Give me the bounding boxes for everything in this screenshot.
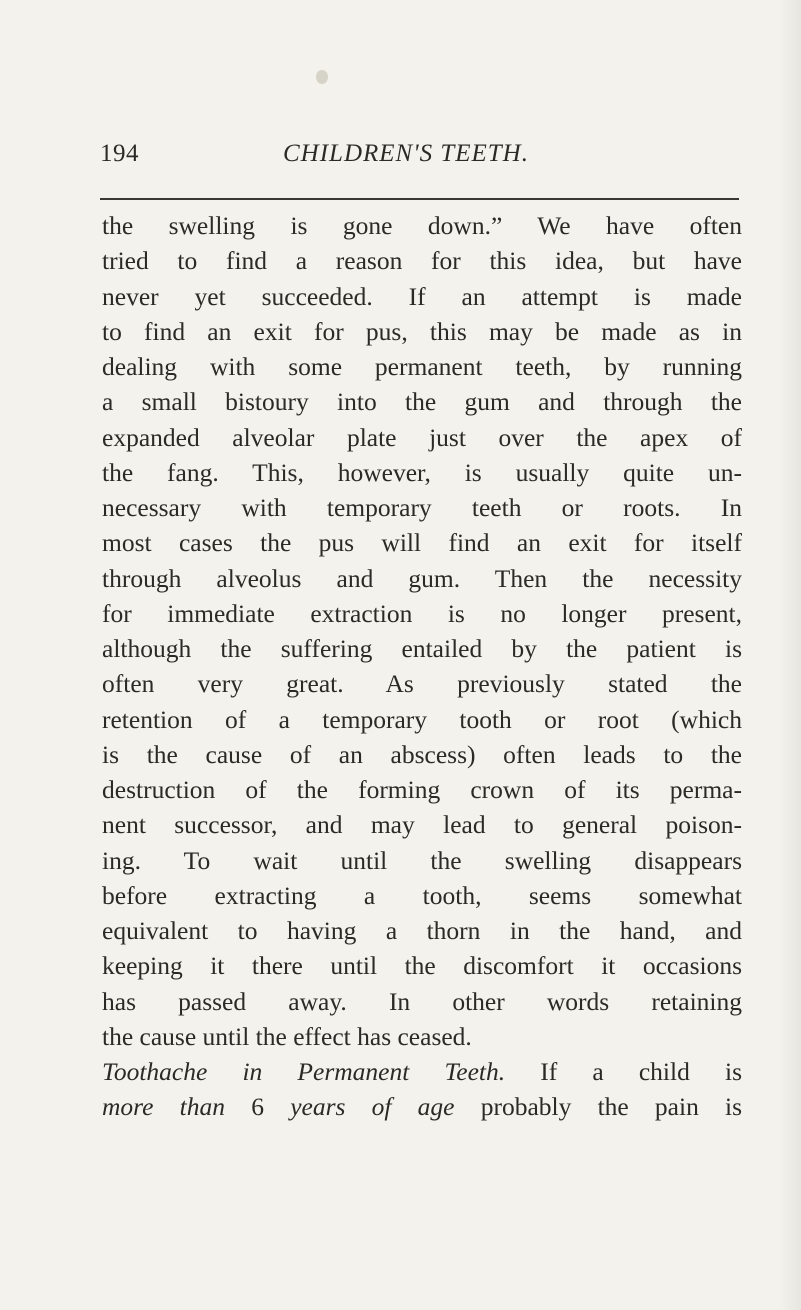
paper-speck [316,70,328,84]
text-line: although the suffering entailed by the patient is [102,634,742,663]
text-line: a small bistoury into the gum and through the [102,387,742,417]
text-line: dealing with some permanent teeth, by running [102,352,742,381]
running-head: CHILDREN'S TEETH. [283,140,529,167]
text-line: destruction of the forming crown of its perma- [102,775,742,804]
text-line: is the cause of an abscess) often leads to the [102,739,742,769]
text-line: equivalent to having a thorn in the hand, and [102,916,742,945]
text-line: most cases the pus will find an exit for itself [102,528,742,558]
text-line: nent successor, and may lead to general poison- [102,810,742,840]
section-heading: Toothache in Permanent Teeth. [102,1057,506,1086]
section-heading-line [102,1054,742,1089]
page-number: 194 [100,140,139,167]
text-line: to find an exit for pus, this may be made as in [102,316,742,346]
text-line: through alveolus and gum. Then the necessity [102,563,742,593]
text-line: never yet succeeded. If an attempt is made [102,281,742,311]
text-line: often very great. As previously stated the [102,669,742,699]
text-line: before extracting a tooth, seems somewhat [102,880,742,910]
section-line-text: If a child is [540,1057,742,1086]
text-line: the fang. This, however, is usually quite un- [102,457,742,487]
text-line: expanded alveolar plate just over the apex of [102,422,742,452]
text-line: has passed away. In other words retaining [102,986,742,1016]
text-line: necessary with temporary teeth or roots. In [102,493,742,522]
text-line: ing. To wait until the swelling disappears [102,845,742,875]
text-line: for immediate extraction is no longer present, [102,598,742,628]
final-line [102,1089,742,1124]
text-line: retention of a temporary tooth or root (which [102,704,742,734]
page-edge-shadow [779,0,801,1310]
header-rule [100,198,739,200]
text-line: the swelling is gone down.” We have often [102,211,742,240]
text-line: tried to find a reason for this idea, but have [102,246,742,276]
final-line-italic-2: years of age [290,1092,455,1122]
final-line-number: 6 [251,1092,264,1122]
page-header [100,140,740,174]
text-line: the cause until the effect has ceased. [102,1021,472,1051]
text-line: keeping it there until the discomfort it occasions [102,951,742,981]
final-line-italic: more than [102,1092,226,1122]
body-text [102,208,742,1125]
final-line-text: probably the pain is [480,1092,742,1122]
